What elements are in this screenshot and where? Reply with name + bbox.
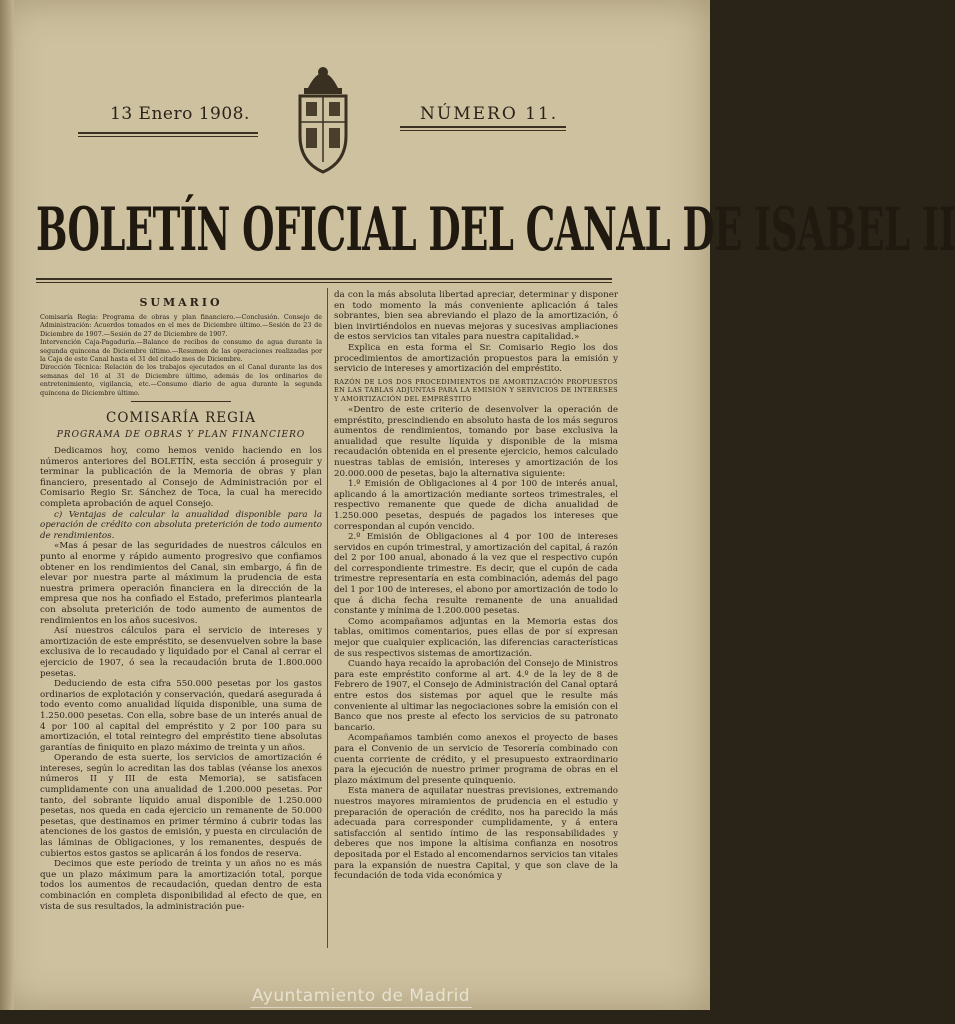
issue-date: 13 Enero 1908. [110,104,250,124]
article-paragraph: Explica en esta forma el Sr. Comisario Regio los dos procedimientos de amortización propuestos para la emisión y servicio de intereses y amortización del empréstito. [334,342,618,375]
article-subtitle: PROGRAMA DE OBRAS Y PLAN FINANCIERO [56,430,306,441]
masthead-title: BOLETÍN OFICIAL DEL CANAL DE ISABEL II [36,195,955,265]
sumario-item: Intervención Caja-Pagaduría.—Balance de recibos de consumo de agua durante la segunda quincena de Diciembre último.—Resumen de las operaciones realizadas por la Caja de este Canal hasta el 31 del citado mes de Diciembre. [40,338,322,364]
watermark-underline [250,1007,472,1008]
sumario-title: SUMARIO [139,296,223,309]
coat-of-arms-icon [294,58,352,176]
article-paragraph: Cuando haya recaído la aprobación del Consejo de Ministros para este empréstito conforme al art. 4.º de la ley de 8 de Febrero de 1907, el Consejo de Administración del Canal optará entre estos dos sistemas por aquel que le resulte más conveniente al ultimar las negociaciones sobre la emisión con el Banco que nos preste al efecto los servicios de su patronato bancario. [334,659,618,733]
article-paragraph: «Dentro de este criterio de desenvolver la operación de empréstito, prescindiendo en absoluto hasta de los más seguros aumentos de rendimientos, tomando por base exclusiva la anualidad que resulte líquida y disponible de la misma recaudación obtenida en el presente ejercicio, hemos calculado nuestras tablas de emisión, intereses y amortización de los 20.000.000 de pesetas, bajo la alternativa siguiente: [334,404,618,479]
number-rule [400,126,566,128]
article-paragraph: Decimos que este período de treinta y un años no es más que un plazo máximum para la amortización total, porque todos los aumentos de recaudación, quedan dentro de esta combinación en completa disponibilidad al efecto de que, en vista de sus resultados, la administración pue- [40,859,322,912]
issue-number: NÚMERO 11. [420,104,559,124]
article-paragraph: «Mas á pesar de las seguridades de nuestros cálculos en punto al enorme y rápido aumento progresivo que confiamos obtener en los rendimientos del Canal, sin embargo, á fin de elevar por nuestra parte al máximum la prudencia de esta nuestra primera operación financiera en la dirección de la empresa que nos ha confiado el Estado, preferimos plantearla con absoluta preterición de todo aumento de aumentos de rendimientos en los años sucesivos. [40,541,322,626]
date-rule-thin [78,136,258,137]
article-subheading: c) Ventajas de calcular la anualidad disponible para la operación de crédito con absoluta preterición de todo aumento de rendimientos. [40,509,322,541]
article-paragraph: 2.º Emisión de Obligaciones al 4 por 100 de intereses servidos en cupón trimestral, y amortización del capital, á razón del 2 por 100 anual, abonado á la vez que el respectivo cupón del correspondiente trimestre. Es decir, que el cupón de cada trimestre representaría en esta combinación, además del pago del 1 por 100 de intereses, el abono por amortización de todo lo que á dicha fecha resulte remanente de una anualidad constante y mínima de 1.200.000 pesetas. [334,532,618,617]
article-paragraph: Acompañamos también como anexos el proyecto de bases para el Convenio de un servicio de Tesorería combinado con cuenta corriente de crédito, y el presupuesto extraordinario para la ejecución de nuestro primer programa de obras en el plazo máximum del presente quinquenio. [334,733,618,786]
sumario-item: Comisaría Regia: Programa de obras y plan financiero.—Conclusión. Consejo de Administración: Acuerdos tomados en el mes de Diciembre último.—Sesión de 23 de Diciembre de 1907.—Sesión de 27 de Diciembre de 1907. [40,313,322,338]
sumario-item: Dirección Técnica: Relación de los trabajos ejecutados en el Canal durante las dos semanas del 16 al 31 de Diciembre último, además de los ordinarios de entretenimiento, vigilancia, etc.—Consumo diario de agua durante la segunda quincena de Diciembre último. [40,363,322,397]
binding-spine [0,0,14,1010]
masthead-rule [36,278,612,280]
subsection-heading: RAZÓN DE LOS DOS PROCEDIMIENTOS DE AMORTIZACIÓN PROPUESTOS EN LAS TABLAS ADJUNTAS PARA LA EMISIÓN Y SERVICIOS DE INTERESES Y AMORTIZACIÓN DEL EMPRÉSTITO [334,377,618,403]
masthead-rule-thin [36,282,612,283]
right-column [334,290,618,882]
article-paragraph: Esta manera de aquilatar nuestras previsiones, extremando nuestros mayores miramientos de prudencia en el estudio y preparación de operación de crédito, nos ha parecido la más adecuada para corresponder cumplidamente, y á entera satisfacción al sentido íntimo de las responsabilidades y deberes que nos impone la altísima confianza en nosotros depositada por el Estado al encomendarnos servicios tan vitales para la expansión de nuestra Capital, y que son clave de la fecundación de toda vida económica y [334,786,618,882]
article-paragraph: da con la más absoluta libertad apreciar, determinar y disponer en todo momento la más conveniente aplicación á tales sobrantes, bien sea abreviando el plazo de la amortización, ó bien invirtiéndolos en nuevas mejoras y sucesivas ampliaciones de estos servicios tan vitales para nuestra capitalidad.» [334,290,618,343]
article-paragraph: Operando de esta suerte, los servicios de amortización é intereses, según lo acreditan las dos tablas (véanse los anexos números II y III de esta Memoria), se satisfacen cumplidamente con una anualidad de 1.200.000 pesetas. Por tanto, del sobrante líquido anual disponible de 1.250.000 pesetas, nos queda en cada ejercicio un remanente de 50.000 pesetas, que destinamos en primer término á cubrir todas las atenciones de los gastos de emisión, y puesta en circulación de las láminas de Obligaciones, y los remanentes, después de cubiertos estos gastos se aplicarán á los fondos de reserva. [40,753,322,859]
date-rule [78,132,258,134]
article-paragraph: Así nuestros cálculos para el servicio de intereses y amortización de este empréstito, se desenvuelven sobre la base exclusiva de lo recaudado y liquidado por el Canal al cerrar el ejercicio de 1907, ó sea la recaudación bruta de 1.800.000 pesetas. [40,626,322,679]
archive-watermark: Ayuntamiento de Madrid [252,986,470,1006]
article-paragraph: Deduciendo de esta cifra 550.000 pesetas por los gastos ordinarios de explotación y conservación, quedará asegurada á todo evento como anualidad líquida disponible, una suma de 1.250.000 pesetas. Con ella, sobre base de un interés anual de 4 por 100 al capital del empréstito y 2 por 100 para su amortización, el total reintegro del empréstito tiene absolutas garantías de finiquito en plazo máximo de treinta y un años. [40,679,322,753]
section-heading: COMISARÍA REGIA [106,410,256,427]
article-paragraph: Como acompañamos adjuntas en la Memoria estas dos tablas, omitimos comentarios, pues ellas de por sí expresan mejor que cualquier explicación, las diferencias características de sus respectivos sistemas de amortización. [334,616,618,659]
column-divider [327,288,328,948]
number-rule-thin [400,130,566,131]
left-column [40,294,322,912]
article-paragraph: 1.º Emisión de Obligaciones al 4 por 100 de interés anual, aplicando á la amortización mediante sorteos trimestrales, el respectivo remanente que quede de dicha anualidad de 1.250.000 pesetas, después de pagados los intereses que correspondan al cupón vencido. [334,479,618,532]
article-intro: Dedicamos hoy, como hemos venido haciendo en los números anteriores del BOLETÍN, esta sección á proseguir y terminar la publicación de la Memoria de obras y plan financiero, presentado al Consejo de Administración por el Comisario Regio Sr. Sánchez de Toca, la cual ha merecido completa aprobación de aquel Consejo. [40,446,322,510]
section-separator [131,401,231,402]
